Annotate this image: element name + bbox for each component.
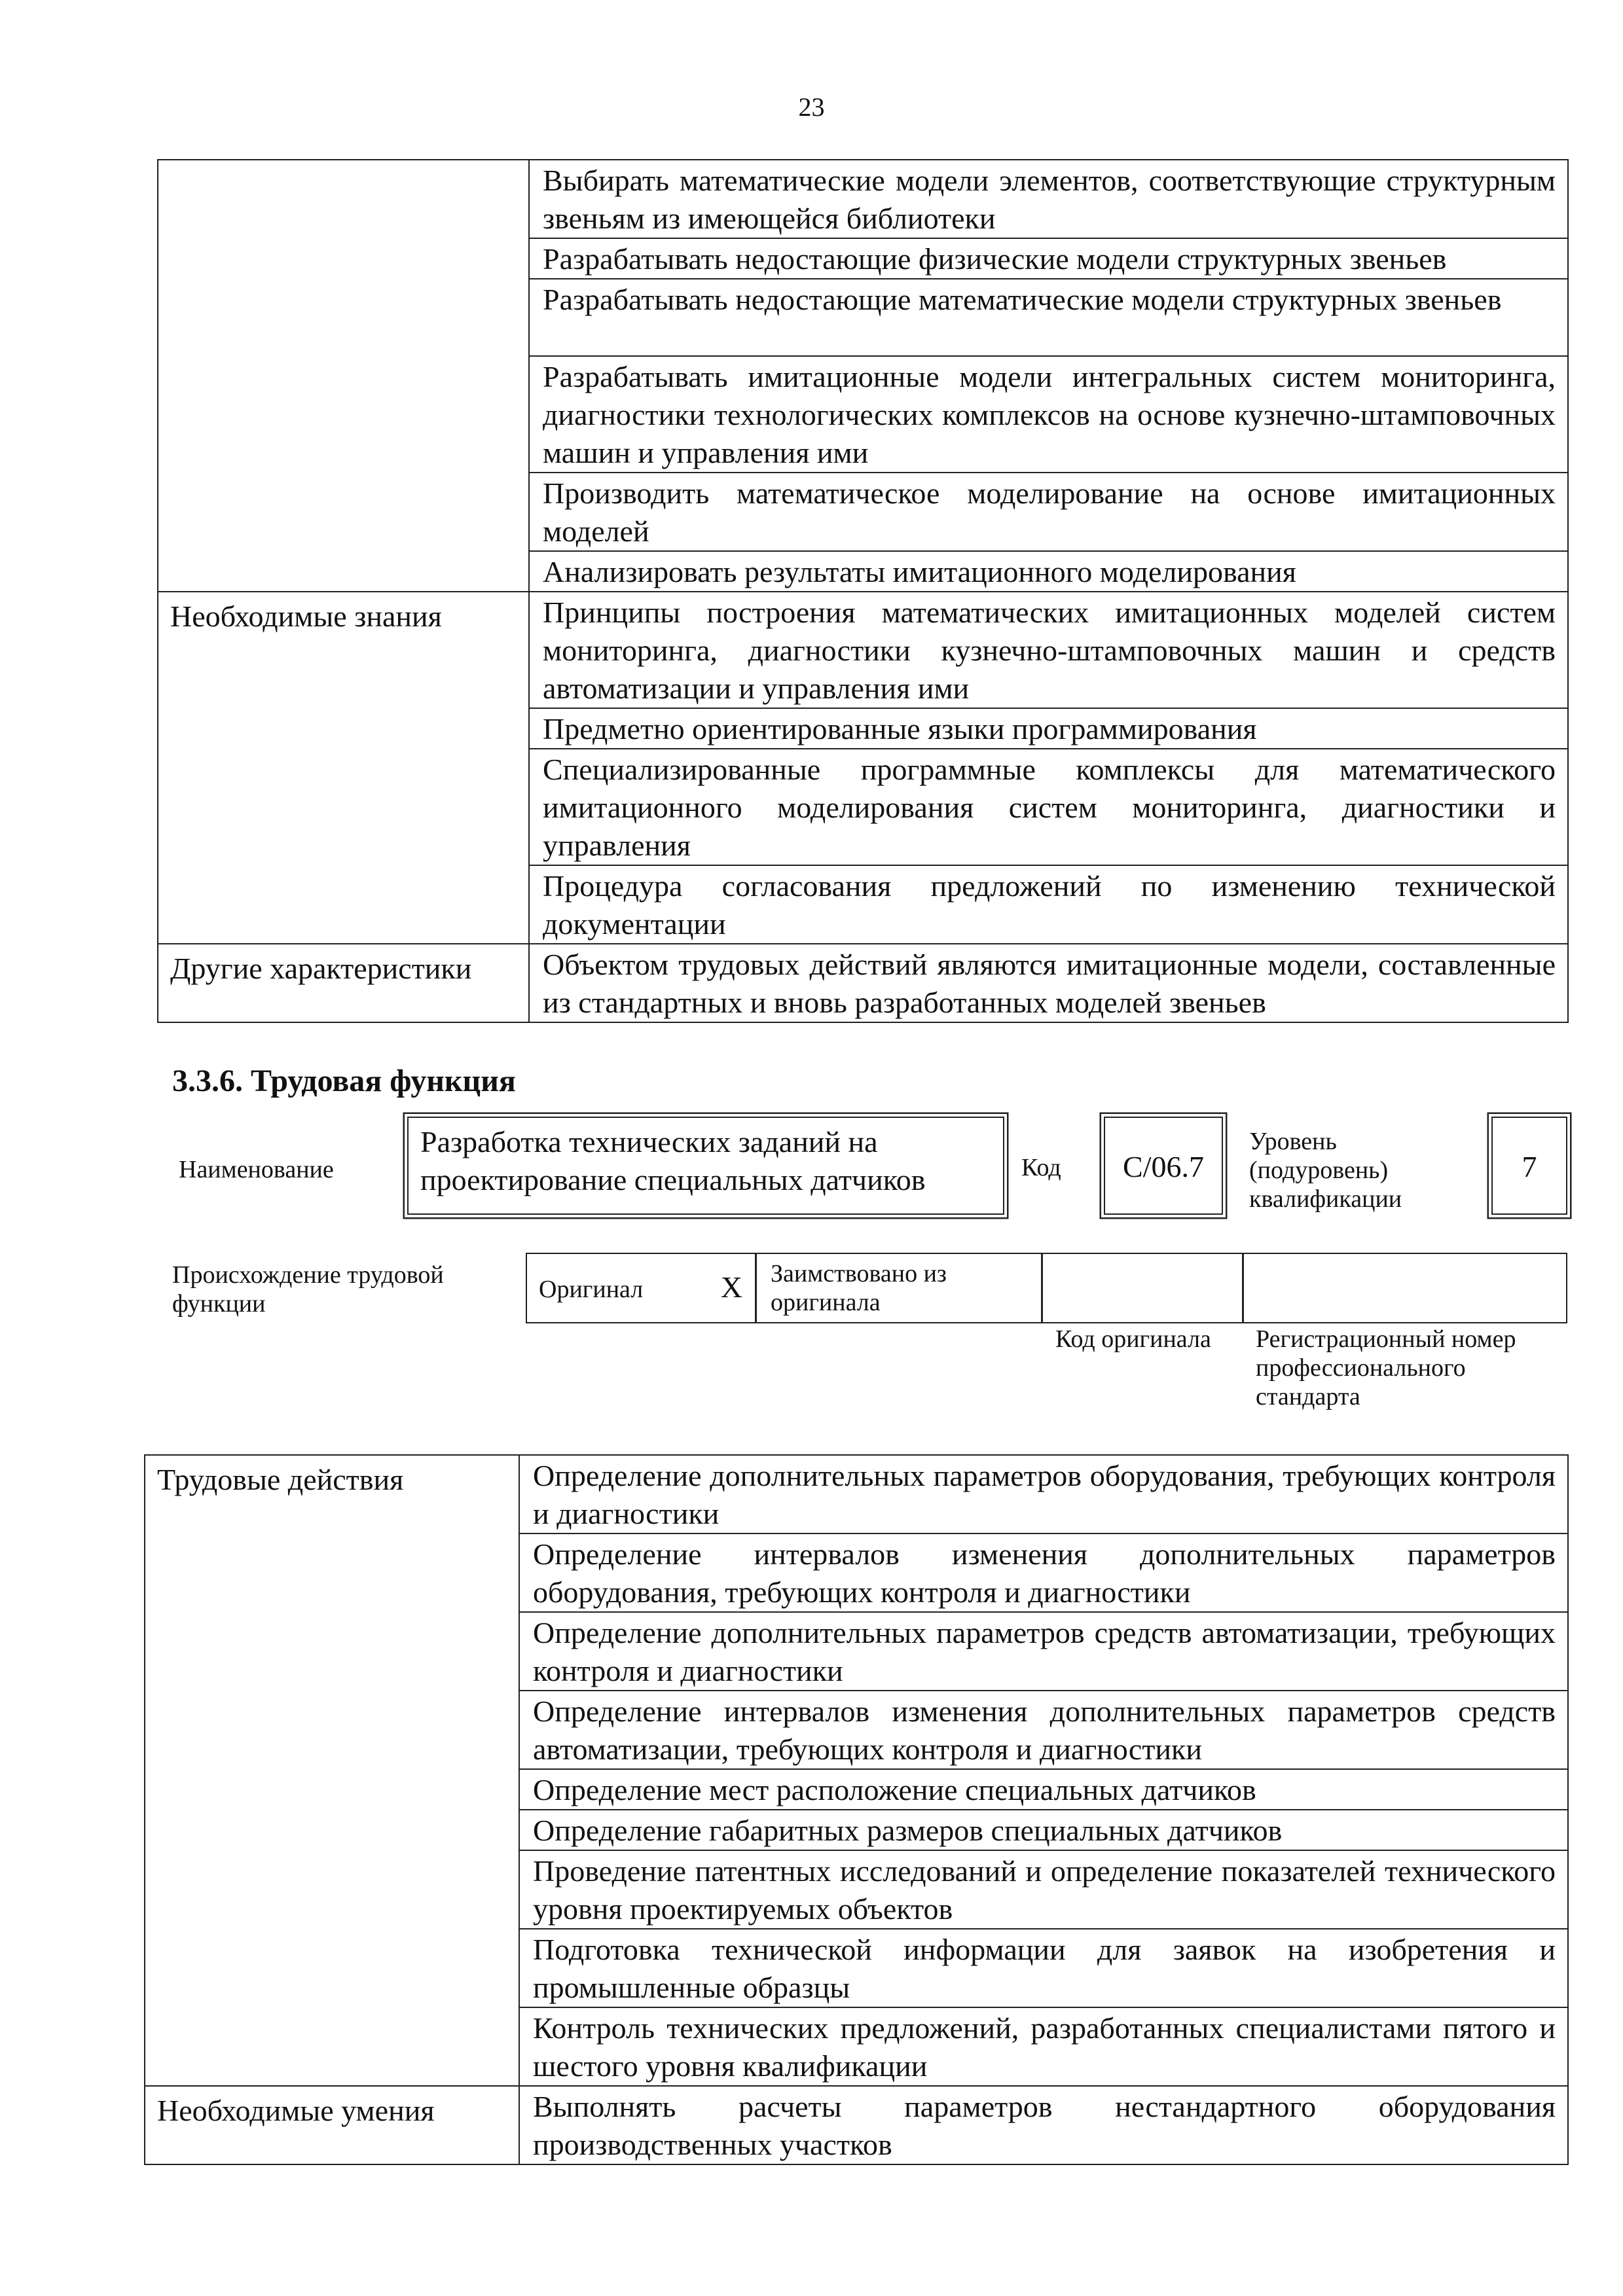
- knowledge-cell: Специализированные программные комплексы для математического имитационного моделирования систем мониторинга, диагностики и управления: [529, 749, 1568, 865]
- skill-cell: Выбирать математические модели элементов, соответствующие структурным звеньям из имеющейся библиотеки: [529, 160, 1568, 238]
- action-cell: Определение дополнительных параметров оборудования, требующих контроля и диагностики: [519, 1455, 1568, 1534]
- original-label: Оригинал: [539, 1276, 644, 1303]
- row-label-empty: [158, 160, 529, 592]
- borrowed-label: Заимствовано из оригинала: [771, 1260, 947, 1316]
- action-cell: Определение интервалов изменения дополнительных параметров средств автоматизации, требующих контроля и диагностики: [519, 1691, 1568, 1769]
- code-box: [1104, 1117, 1223, 1215]
- name-label: Наименование: [179, 1156, 334, 1183]
- section-heading: 3.3.6. Трудовая функция: [172, 1064, 516, 1098]
- table-row: [158, 944, 1568, 1022]
- action-cell: Проведение патентных исследований и определение показателей технического уровня проектируемых объектов: [519, 1850, 1568, 1929]
- knowledge-cell: Предметно ориентированные языки программирования: [529, 708, 1568, 749]
- code-value: C/06.7: [1123, 1150, 1204, 1183]
- table-row: [158, 160, 1568, 238]
- level-box: [1491, 1117, 1567, 1215]
- skills-knowledge-table: [157, 159, 1569, 1023]
- original-cell: [526, 1253, 757, 1323]
- function-name-value: Разработка технических заданий на проектирование специальных датчиков: [420, 1125, 926, 1196]
- code-original-cell: [1041, 1253, 1244, 1323]
- skill-cell: Производить математическое моделирование на основе имитационных моделей: [529, 473, 1568, 551]
- action-cell: Определение габаритных размеров специальных датчиков: [519, 1810, 1568, 1850]
- row-label-skills: Необходимые умения: [145, 2086, 519, 2164]
- row-label-knowledge: Необходимые знания: [158, 592, 529, 944]
- row-label-actions: Трудовые действия: [145, 1455, 519, 2086]
- knowledge-cell: Процедура согласования предложений по изменению технической документации: [529, 865, 1568, 944]
- borrowed-cell: [755, 1253, 1043, 1323]
- code-label: Код: [1021, 1154, 1061, 1181]
- code-original-caption: Код оригинала: [1055, 1325, 1211, 1353]
- reg-number-cell: [1242, 1253, 1567, 1323]
- reg-number-caption: Регистрационный номер профессионального стандарта: [1256, 1325, 1516, 1410]
- row-label-other: Другие характеристики: [158, 944, 529, 1022]
- action-cell: Контроль технических предложений, разработанных специалистами пятого и шестого уровня квалификации: [519, 2007, 1568, 2086]
- table-row: [145, 1455, 1568, 1534]
- action-cell: Определение мест расположение специальных датчиков: [519, 1769, 1568, 1810]
- page-number: 23: [798, 92, 825, 122]
- skill-cell: Разрабатывать имитационные модели интегральных систем мониторинга, диагностики технологических комплексов на основе кузнечно-штамповочных машин и управления ими: [529, 356, 1568, 473]
- skill-cell: Анализировать результаты имитационного моделирования: [529, 551, 1568, 592]
- original-mark: X: [720, 1270, 742, 1304]
- other-cell: Объектом трудовых действий являются имитационные модели, составленные из стандартных и вновь разработанных моделей звеньев: [529, 944, 1568, 1022]
- labor-actions-table: [144, 1454, 1569, 2165]
- level-value: 7: [1522, 1150, 1537, 1183]
- action-cell: Определение дополнительных параметров средств автоматизации, требующих контроля и диагностики: [519, 1612, 1568, 1691]
- table-row: [158, 592, 1568, 708]
- skill-cell: Разрабатывать недостающие математические модели структурных звеньев: [529, 279, 1568, 356]
- action-cell: Подготовка технической информации для заявок на изобретения и промышленные образцы: [519, 1929, 1568, 2007]
- action-cell: Определение интервалов изменения дополнительных параметров оборудования, требующих контроля и диагностики: [519, 1534, 1568, 1612]
- table-row: [145, 2086, 1568, 2164]
- knowledge-cell: Принципы построения математических имитационных моделей систем мониторинга, диагностики кузнечно-штамповочных машин и средств автоматизации и управления ими: [529, 592, 1568, 708]
- origin-label: Происхождение трудовой функции: [172, 1261, 444, 1318]
- skill-cell: Разрабатывать недостающие физические модели структурных звеньев: [529, 238, 1568, 279]
- skill-cell: Выполнять расчеты параметров нестандартного оборудования производственных участков: [519, 2086, 1568, 2164]
- function-name-box: [407, 1117, 1004, 1215]
- level-label: Уровень (подуровень) квалификации: [1249, 1128, 1402, 1213]
